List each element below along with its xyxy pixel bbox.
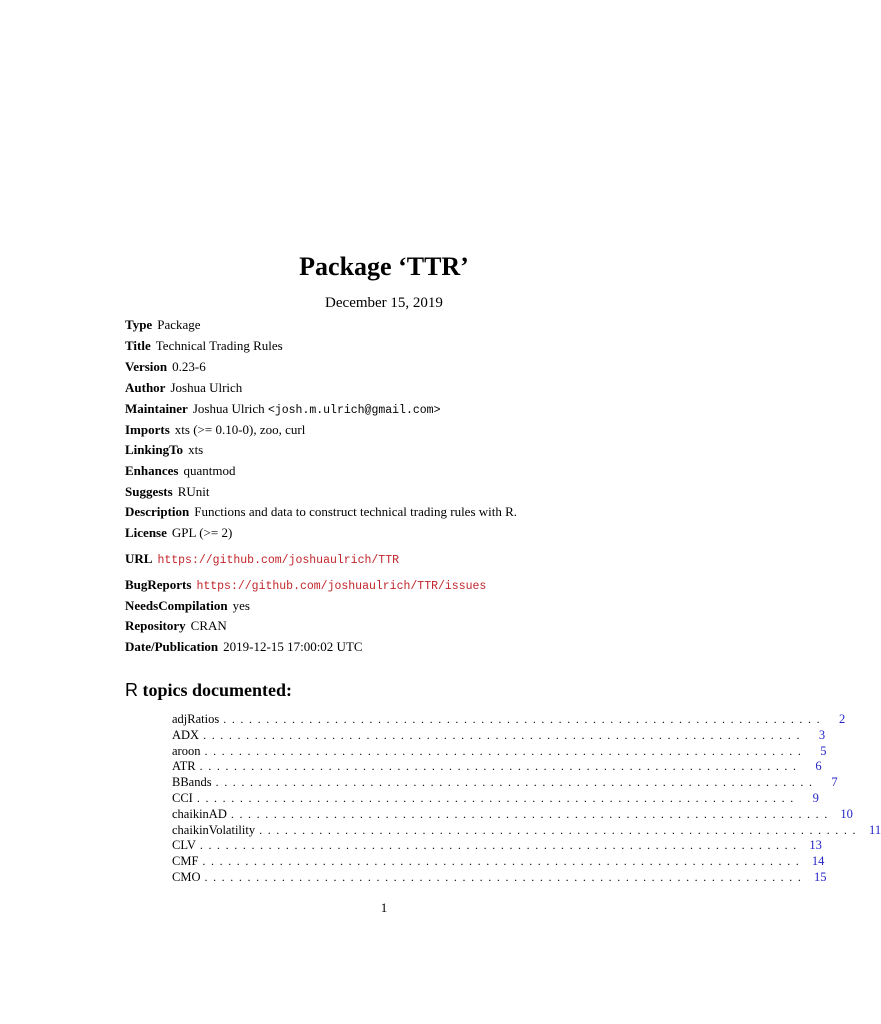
field-key: NeedsCompilation: [125, 598, 228, 613]
field-maintainer: [125, 400, 440, 420]
toc-entry[interactable]: [172, 869, 827, 885]
toc-page-link[interactable]: 6: [815, 759, 822, 774]
field-value: GPL (>= 2): [171, 525, 233, 540]
field-imports: [125, 421, 305, 439]
toc-name: ATR: [172, 759, 196, 774]
field-value: xts: [188, 442, 204, 457]
toc-entry[interactable]: [172, 853, 825, 869]
field-description: [125, 503, 517, 521]
toc-entry[interactable]: [172, 837, 822, 853]
field-version: [125, 358, 206, 376]
toc-leader: ......................................................................: [215, 775, 818, 790]
field-key: Repository: [125, 618, 186, 633]
field-value: 2019-12-15 17:00:02 UTC: [223, 639, 363, 654]
field-key: Title: [125, 338, 151, 353]
field-value: RUnit: [177, 484, 210, 499]
field-value: quantmod: [183, 463, 236, 478]
field-value: Functions and data to construct technical trading rules with R.: [194, 504, 518, 519]
field-value: Joshua Ulrich: [192, 401, 265, 416]
toc-page-link[interactable]: 5: [820, 743, 827, 758]
field-key: URL: [125, 551, 153, 566]
toc-page-link[interactable]: 13: [809, 838, 822, 853]
field-key: Imports: [125, 422, 170, 437]
toc-page-link[interactable]: 10: [840, 806, 853, 821]
toc-page-link[interactable]: 9: [812, 791, 819, 805]
toc-name: CMF: [172, 854, 199, 869]
toc-page-link[interactable]: 7: [831, 775, 838, 790]
field-title: [125, 337, 283, 355]
toc-entry[interactable]: [172, 758, 822, 774]
toc-leader: ......................................................................: [204, 870, 807, 884]
field-value: Joshua Ulrich: [170, 380, 243, 395]
url-link[interactable]: https://github.com/joshuaulrich/TTR: [157, 554, 399, 567]
toc-entry[interactable]: [172, 743, 827, 759]
toc-name: ADX: [172, 727, 200, 742]
field-key: LinkingTo: [125, 442, 184, 457]
field-type: [125, 316, 201, 334]
field-value: Package: [157, 317, 201, 332]
toc-page-link[interactable]: 14: [811, 854, 825, 869]
toc-leader: ......................................................................: [199, 759, 802, 774]
maintainer-email: <josh.m.ulrich@gmail.com>: [267, 404, 441, 417]
toc-entry[interactable]: [172, 822, 881, 838]
toc-page-link[interactable]: 11: [869, 822, 881, 837]
toc-leader: ......................................................................: [204, 743, 807, 758]
field-suggests: [125, 483, 209, 501]
toc-leader: ......................................................................: [203, 727, 806, 742]
r-glyph: R: [125, 680, 138, 700]
toc-page-link[interactable]: 2: [838, 712, 846, 726]
section-heading: [125, 678, 292, 702]
field-value: yes: [232, 598, 250, 613]
field-url: [125, 550, 399, 570]
toc-leader: ......................................................................: [223, 712, 826, 726]
toc-name: chaikinVolatility: [172, 822, 256, 837]
toc-entry[interactable]: [172, 806, 853, 822]
field-author: [125, 379, 242, 397]
toc-entry[interactable]: [172, 711, 846, 727]
field-needscompilation: [125, 597, 250, 615]
toc-page-link[interactable]: 3: [818, 727, 826, 742]
page-number: 1: [380, 900, 388, 915]
toc-entry[interactable]: [172, 774, 838, 790]
field-linkingto: [125, 441, 203, 459]
toc-entry[interactable]: [172, 790, 819, 806]
field-key: Author: [125, 380, 166, 395]
field-key: License: [125, 525, 167, 540]
field-datepublication: [125, 638, 363, 656]
field-enhances: [125, 462, 235, 480]
toc-name: adjRatios: [172, 712, 220, 726]
toc-leader: ......................................................................: [196, 791, 799, 805]
section-title: topics documented:: [142, 680, 292, 700]
toc-leader: ......................................................................: [202, 854, 805, 869]
field-repository: [125, 617, 227, 635]
toc-leader: ......................................................................: [199, 838, 802, 853]
field-bugreports: [125, 576, 486, 596]
package-date: December 15, 2019: [325, 295, 443, 311]
field-key: Description: [125, 504, 190, 519]
toc-name: CCI: [172, 791, 193, 805]
field-value: xts (>= 0.10-0), zoo, curl: [174, 422, 306, 437]
toc-page-link[interactable]: 15: [813, 870, 827, 884]
toc-name: aroon: [172, 743, 201, 758]
field-key: Version: [125, 359, 168, 374]
field-value: Technical Trading Rules: [155, 338, 283, 353]
toc-name: CMO: [172, 870, 201, 884]
package-title: Package ‘TTR’: [299, 252, 469, 281]
toc-entry[interactable]: [172, 727, 826, 743]
field-value: 0.23-6: [172, 359, 206, 374]
field-key: Suggests: [125, 484, 173, 499]
toc-name: BBands: [172, 775, 212, 790]
toc-leader: ......................................................................: [230, 806, 833, 821]
field-license: [125, 524, 232, 542]
toc-name: chaikinAD: [172, 806, 227, 821]
field-key: BugReports: [125, 577, 192, 592]
toc-leader: ......................................................................: [259, 822, 862, 837]
bugreports-link[interactable]: https://github.com/joshuaulrich/TTR/issues: [196, 580, 487, 593]
field-key: Date/Publication: [125, 639, 219, 654]
field-value: CRAN: [190, 618, 227, 633]
field-key: Maintainer: [125, 401, 188, 416]
toc-name: CLV: [172, 838, 196, 853]
field-key: Enhances: [125, 463, 179, 478]
field-key: Type: [125, 317, 153, 332]
